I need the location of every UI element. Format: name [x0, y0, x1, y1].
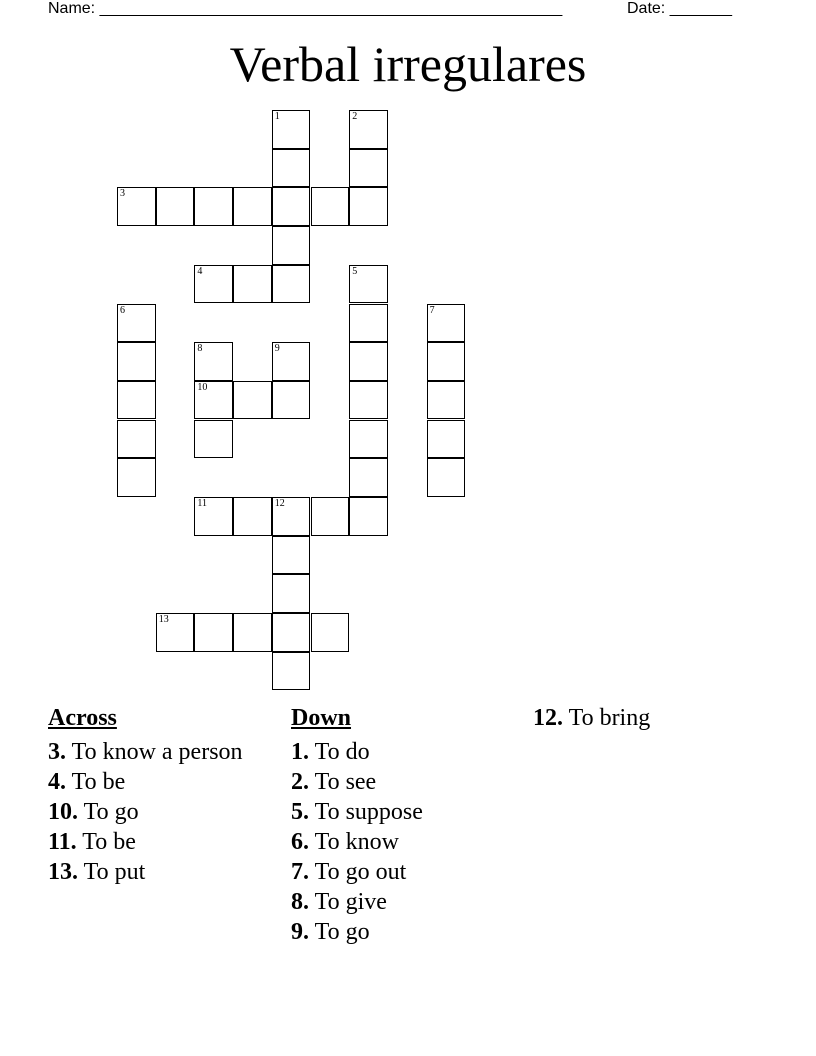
- across-heading: Across: [48, 705, 117, 731]
- clue-item-number: 11.: [48, 829, 77, 855]
- crossword-cell[interactable]: [427, 420, 466, 459]
- crossword-cell[interactable]: [427, 458, 466, 497]
- crossword-cell[interactable]: [349, 458, 388, 497]
- clue-item-number: 6.: [291, 829, 309, 855]
- clue-item-text: To go: [83, 799, 139, 825]
- clue-item-number: 3.: [48, 739, 66, 765]
- crossword-cell[interactable]: [194, 381, 233, 420]
- crossword-cell[interactable]: [117, 381, 156, 420]
- clue-item-text: To bring: [568, 705, 651, 731]
- clue-item-number: 8.: [291, 889, 309, 915]
- crossword-cell[interactable]: [272, 342, 311, 381]
- clue-item-number: 7.: [291, 859, 309, 885]
- crossword-cell[interactable]: [272, 265, 311, 304]
- clue-item-text: To give: [314, 889, 387, 915]
- clue-number: 13: [158, 614, 169, 626]
- clue-item: [291, 737, 511, 767]
- crossword-cell[interactable]: [349, 187, 388, 226]
- crossword-cell[interactable]: [311, 187, 350, 226]
- clue-number: 11: [197, 498, 208, 509]
- crossword-cell[interactable]: [311, 613, 350, 652]
- clue-item: [291, 887, 511, 917]
- crossword-cell[interactable]: [349, 342, 388, 381]
- crossword-cell[interactable]: [117, 420, 156, 459]
- clue-item-number: 9.: [291, 919, 309, 945]
- crossword-cell[interactable]: [117, 342, 156, 381]
- down-clues: [291, 703, 511, 947]
- crossword-cell[interactable]: [272, 652, 311, 691]
- clue-item-text: To know a person: [71, 739, 243, 765]
- crossword-cell[interactable]: [272, 226, 311, 265]
- clue-item-text: To be: [71, 769, 126, 795]
- clue-item-text: To go: [314, 919, 370, 945]
- down-heading: Down: [291, 705, 352, 731]
- crossword-cell[interactable]: [233, 187, 272, 226]
- crossword-cell[interactable]: [233, 265, 272, 304]
- crossword-cell[interactable]: [349, 420, 388, 459]
- down-clue-list-continued: [533, 703, 763, 733]
- clue-item: [48, 797, 248, 827]
- crossword-cell[interactable]: [272, 613, 311, 652]
- clue-item-number: 5.: [291, 799, 309, 825]
- crossword-cell[interactable]: [194, 265, 233, 304]
- crossword-cell[interactable]: [311, 497, 350, 536]
- crossword-cell[interactable]: [349, 265, 388, 304]
- crossword-cell[interactable]: [427, 381, 466, 420]
- crossword-cell[interactable]: [117, 458, 156, 497]
- crossword-cell[interactable]: [117, 187, 156, 226]
- clue-number: 9: [274, 343, 280, 355]
- clue-item-number: 10.: [48, 799, 78, 825]
- clue-number: 7: [429, 304, 435, 316]
- clue-item: [291, 797, 511, 827]
- clue-item: [533, 703, 763, 733]
- crossword-cell[interactable]: [233, 381, 272, 420]
- across-clue-list: [48, 737, 248, 887]
- clue-number: 8: [197, 343, 203, 355]
- clue-item: [291, 857, 511, 887]
- clue-item-number: 2.: [291, 769, 309, 795]
- clue-item-number: 1.: [291, 739, 309, 765]
- clue-item: [48, 767, 248, 797]
- crossword-cell[interactable]: [233, 613, 272, 652]
- crossword-cell[interactable]: [349, 304, 388, 343]
- down-clue-list: [291, 737, 511, 947]
- clue-item: [291, 917, 511, 947]
- page-title: Verbal irregulares: [229, 36, 587, 92]
- crossword-cell[interactable]: [272, 497, 311, 536]
- crossword-cell[interactable]: [156, 613, 195, 652]
- clue-item: [291, 767, 511, 797]
- crossword-cell[interactable]: [427, 304, 466, 343]
- crossword-cell[interactable]: [272, 574, 311, 613]
- down-clues-continued: [533, 703, 763, 733]
- clue-item-text: To know: [314, 829, 399, 855]
- crossword-cell[interactable]: [233, 497, 272, 536]
- crossword-cell[interactable]: [194, 497, 233, 536]
- clue-number: 3: [120, 188, 125, 200]
- crossword-cell[interactable]: [349, 381, 388, 420]
- name-field-label: Name: ____________________________________________________: [48, 0, 563, 17]
- crossword-cell[interactable]: [349, 149, 388, 188]
- date-field-label: Date: _______: [627, 0, 732, 17]
- clue-number: 4: [197, 265, 203, 277]
- crossword-cell[interactable]: [272, 536, 311, 575]
- clue-item: [291, 827, 511, 857]
- clue-item-text: To put: [83, 859, 146, 885]
- crossword-cell[interactable]: [194, 342, 233, 381]
- clue-number: 2: [352, 111, 358, 122]
- crossword-cell[interactable]: [272, 187, 311, 226]
- clue-item: [48, 827, 248, 857]
- clue-number: 6: [120, 304, 125, 316]
- crossword-cell[interactable]: [272, 110, 311, 149]
- across-clues: [48, 703, 248, 887]
- clue-item-number: 4.: [48, 769, 66, 795]
- clue-item: [48, 857, 248, 887]
- clue-item-text: To be: [82, 829, 136, 855]
- crossword-cell[interactable]: [194, 613, 233, 652]
- clue-item: [48, 737, 248, 767]
- crossword-cell[interactable]: [117, 304, 156, 343]
- crossword-cell[interactable]: [272, 149, 311, 188]
- clue-item-text: To do: [314, 739, 370, 765]
- clue-item-number: 12.: [533, 705, 563, 731]
- clue-number: 12: [274, 498, 285, 509]
- crossword-cell[interactable]: [427, 342, 466, 381]
- clue-number: 1: [274, 111, 280, 122]
- clue-item-text: To go out: [314, 859, 407, 885]
- clue-number: 5: [352, 265, 358, 277]
- clue-item-number: 13.: [48, 859, 78, 885]
- clue-item-text: To see: [314, 769, 377, 795]
- clue-item-text: To suppose: [314, 799, 423, 825]
- crossword-cell[interactable]: [272, 381, 311, 420]
- crossword-cell[interactable]: [194, 420, 233, 459]
- crossword-cell[interactable]: [349, 110, 388, 149]
- crossword-cell[interactable]: [349, 497, 388, 536]
- clue-number: 10: [197, 381, 208, 393]
- crossword-cell[interactable]: [156, 187, 195, 226]
- crossword-cell[interactable]: [194, 187, 233, 226]
